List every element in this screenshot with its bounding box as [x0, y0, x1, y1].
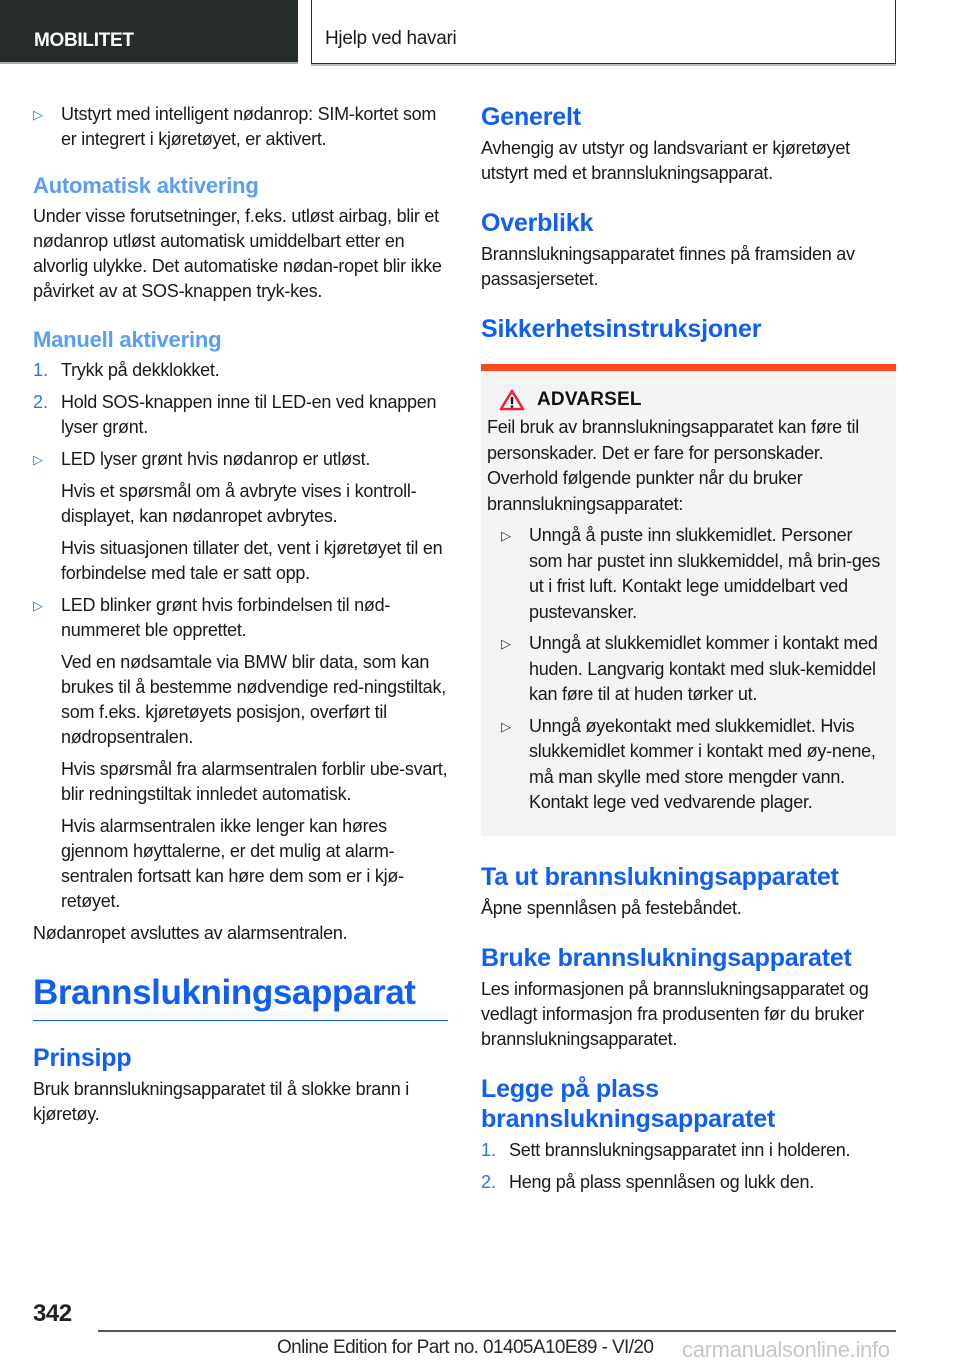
triangle-bullet-icon: ▷	[33, 598, 43, 613]
heading-manual-activation: Manuell aktivering	[33, 327, 222, 352]
result-subtext: Ved en nødsamtale via BMW blir data, som kan brukes til å bestemme nødvendige red-ningstiltak, som f.eks. kjøretøyets posisjon, overført til nødropsentralen.	[61, 652, 446, 747]
warning-text: Feil bruk av brannslukningsapparatet kan føre til personskader. Det er fare for personskader. Overhold følgende punkter når du bruker brannslukningsapparatet:	[487, 417, 859, 514]
watermark: carmanualsonline.info	[682, 1337, 890, 1362]
page-number: 342	[33, 1300, 72, 1327]
result-item	[33, 447, 448, 472]
heading-principle: Prinsipp	[33, 1044, 132, 1072]
heading-overview: Overblikk	[481, 209, 594, 237]
bullet-text: Utstyrt med intelligent nødanrop: SIM-kortet som er integrert i kjøretøyet, er aktivert.	[61, 104, 437, 149]
overview-text: Brannslukningsapparatet finnes på framsiden av passasjersetet.	[481, 244, 855, 289]
heading-fire-extinguisher: Brannslukningsapparat	[33, 972, 448, 1021]
footer-divider	[98, 1330, 896, 1332]
right-column	[481, 102, 896, 1202]
step-number: 1.	[33, 360, 49, 380]
heading-safety: Sikkerhetsinstruksjoner	[481, 315, 762, 343]
step-text: Sett brannslukningsapparatet inn i holderen.	[509, 1139, 851, 1160]
use-text: Les informasjonen på brannslukningsapparatet og vedlagt informasjon fra produsenten før du bruker brannslukningsapparatet.	[481, 978, 869, 1049]
result-subtext: Hvis situasjonen tillater det, vent i kjøretøyet til en forbindelse med tale er satt opp.	[61, 538, 443, 583]
result-subtext: Hvis et spørsmål om å avbryte vises i kontroll-displayet, kan nødanropet avbrytes.	[61, 481, 417, 526]
step-number: 1.	[481, 1139, 497, 1160]
step-number: 2.	[33, 392, 49, 412]
step-number: 2.	[481, 1171, 497, 1192]
step-item	[33, 358, 448, 383]
step-text: Heng på plass spennlåsen og lukk den.	[509, 1171, 814, 1192]
warning-bullet-text: Unngå at slukkemidlet kommer i kontakt med huden. Langvarig kontakt med sluk-kemiddel kan føre til at huden tørker ut.	[529, 633, 878, 704]
result-subtext: Hvis alarmsentralen ikke lenger kan høres gjennom høyttalerne, er det mulig at alarm-sentralen fortsatt kan høre dem som er i kjø-retøyet.	[61, 816, 404, 911]
result-subtext: Hvis spørsmål fra alarmsentralen forblir ube-svart, blir redningstiltak innledet automatisk.	[61, 759, 448, 804]
chapter-tab	[311, 0, 896, 64]
warning-bullet	[487, 523, 890, 625]
warning-bullet	[487, 714, 890, 816]
auto-text: Under visse forutsetninger, f.eks. utløst airbag, blir et nødanrop utløst automatisk umiddelbart etter en alvorlig ulykke. Det automatiske nødan-ropet blir ikke påvirket av at SOS-knappen tryk-kes.	[33, 206, 442, 301]
triangle-bullet-icon: ▷	[33, 107, 43, 122]
warning-box	[481, 364, 896, 836]
warning-title: ADVARSEL	[537, 389, 642, 410]
warning-bullet-text: Unngå å puste inn slukkemidlet. Personer som har pustet inn slukkemiddel, må brin-ges ut i frist luft. Kontakt lege umiddelbart ved pustevansker.	[529, 525, 881, 622]
result-text: LED lyser grønt hvis nødanrop er utløst.	[61, 449, 371, 469]
warning-triangle-icon	[499, 389, 525, 411]
warning-header	[487, 389, 890, 411]
principle-text: Bruk brannslukningsapparatet til å slokke brann i kjøretøy.	[33, 1079, 409, 1124]
triangle-bullet-icon: ▷	[501, 528, 511, 543]
result-text: LED blinker grønt hvis forbindelsen til nød-nummeret ble opprettet.	[61, 595, 391, 640]
step-text: Trykk på dekklokket.	[61, 360, 220, 380]
heading-use: Bruke brannslukningsapparatet	[481, 943, 852, 972]
edition-text: Online Edition for Part no. 01405A10E89 - VI/20	[277, 1337, 654, 1358]
result-item	[33, 593, 448, 643]
warning-bullet	[487, 631, 890, 708]
left-column	[33, 102, 448, 1127]
section-label: MOBILITET	[34, 30, 134, 51]
heading-take-out: Ta ut brannslukningsapparatet	[481, 862, 839, 891]
triangle-bullet-icon: ▷	[501, 718, 511, 734]
heading-automatic-activation: Automatisk aktivering	[33, 173, 259, 198]
general-text: Avhengig av utstyr og landsvariant er kjøretøyet utstyrt med et brannslukningsapparat.	[481, 138, 850, 183]
step-item	[481, 1170, 896, 1195]
chapter-label: Hjelp ved havari	[325, 28, 457, 49]
step-item	[481, 1138, 896, 1163]
step-text: Hold SOS-knappen inne til LED-en ved knappen lyser grønt.	[61, 392, 437, 437]
heading-general: Generelt	[481, 103, 581, 131]
step-item	[33, 390, 448, 440]
section-tab	[0, 0, 298, 64]
ending-text: Nødanropet avsluttes av alarmsentralen.	[33, 923, 348, 943]
bullet-item	[33, 102, 448, 152]
heading-stow: Legge på plass brannslukningsapparatet	[481, 1074, 776, 1133]
triangle-bullet-icon: ▷	[33, 452, 43, 467]
warning-bullet-text: Unngå øyekontakt med slukkemidlet. Hvis slukkemidlet kommer i kontakt med øy-nene, må man skylle med store mengder vann. Kontakt lege ved vedvarende plager.	[529, 715, 876, 812]
triangle-bullet-icon: ▷	[501, 636, 511, 651]
take-out-text: Åpne spennlåsen på festebåndet.	[481, 897, 742, 918]
